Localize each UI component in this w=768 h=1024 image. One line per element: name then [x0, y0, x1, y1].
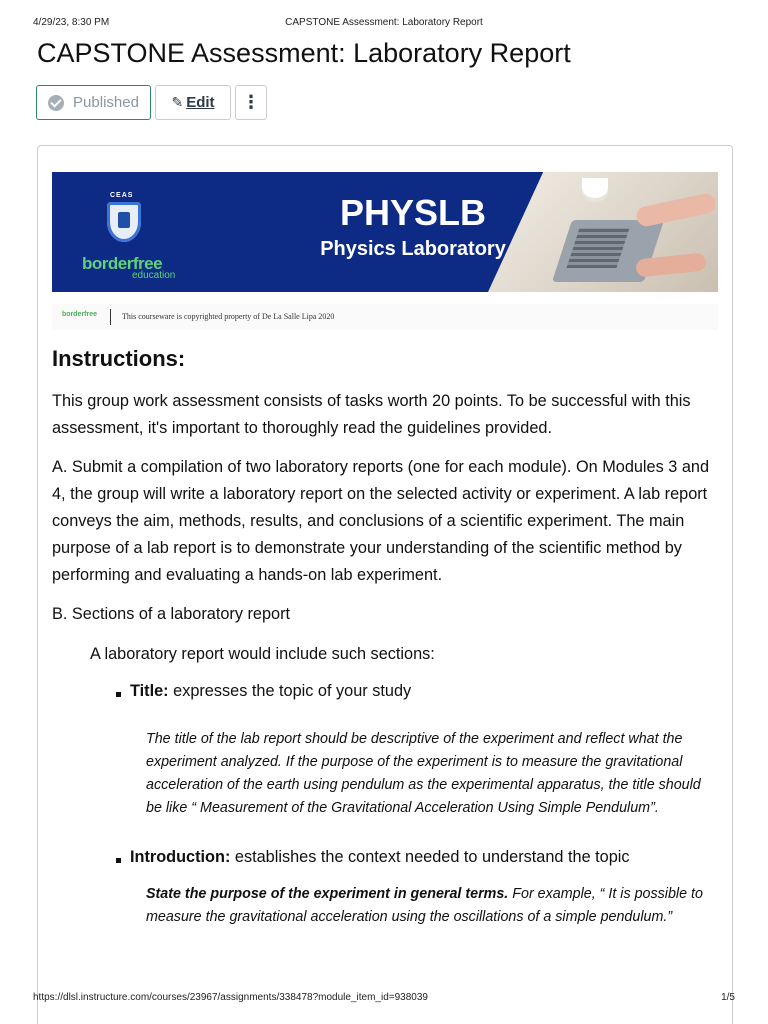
divider [110, 309, 111, 325]
shield-logo-icon [107, 202, 141, 242]
edit-label: Edit [186, 94, 215, 111]
published-check-icon [48, 95, 64, 111]
item-b-paragraph: B. Sections of a laboratory report [52, 605, 291, 623]
section-note [146, 728, 718, 820]
org-label: CEAS [110, 192, 134, 199]
section-desc: establishes the context needed to understand the topic [230, 848, 630, 866]
more-options-button[interactable] [235, 85, 267, 120]
section-note [146, 883, 718, 929]
section-note-bold: State the purpose of the experiment in general terms. [146, 886, 509, 902]
page-indicator: 1/5 [721, 992, 735, 1003]
item-a-paragraph: A. Submit a compilation of two laboratory reports (one for each module). On Modules 3 and 4, the group will write a laboratory report on the selected activity or experiment. A lab report conveys the aim, methods, results, and conclusions of a scientific experiment. The main purpose of a lab report is to demonstrate your understanding of the scientific method by performing and evaluating a hands-on lab experiment. [52, 458, 710, 584]
sections-intro: A laboratory report would include such sections: [90, 645, 435, 663]
mini-brand-logo: borderfree [62, 311, 98, 318]
print-datetime: 4/29/23, 8:30 PM [33, 17, 110, 28]
edit-button[interactable] [155, 85, 231, 120]
print-footer [33, 992, 735, 1006]
published-button[interactable] [36, 85, 151, 120]
course-name: Physics Laboratory [320, 238, 506, 260]
course-banner [52, 172, 718, 292]
brand-sub: education [132, 270, 176, 281]
instructions-heading: Instructions: [52, 346, 186, 371]
print-header [33, 17, 735, 31]
section-note-text: The title of the lab report should be descriptive of the experiment and reflect what the experiment analyzed. If the purpose of the experiment is to measure the gravitational acceleration of the earth using pendulum as the experimental apparatus, the title should be like “ Measurement of the Gravitational Acceleration Using Simple Pendulum”. [146, 731, 701, 816]
copyright-strip [52, 304, 718, 330]
brand-name: borderfree [82, 254, 163, 273]
list-item [130, 844, 720, 871]
page-title: CAPSTONE Assessment: Laboratory Report [37, 38, 571, 68]
section-note-text: For example, “ It is possible to measure the gravitational acceleration using the oscillations of a simple pendulum.” [146, 886, 703, 925]
coffee-cup-graphic [582, 178, 608, 198]
assignment-content [37, 145, 733, 1024]
pencil-icon: ✎ [171, 94, 184, 110]
intro-paragraph: This group work assessment consists of tasks worth 20 points. To be successful with this assessment, it's important to thoroughly read the guidelines provided. [52, 392, 691, 437]
vertical-ellipsis-icon: ⋮ [242, 92, 260, 112]
print-url: https://dlsl.instructure.com/courses/23967/assignments/338478?module_item_id=938039 [33, 992, 428, 1003]
course-code: PHYSLB [339, 192, 487, 233]
section-term: Introduction: [130, 848, 231, 866]
list-item [130, 678, 720, 705]
copyright-notice: This courseware is copyrighted property of De La Salle Lipa 2020 [122, 312, 335, 321]
section-desc: expresses the topic of your study [168, 682, 412, 700]
published-label: Published [73, 94, 139, 111]
print-doc-title: CAPSTONE Assessment: Laboratory Report [285, 17, 483, 28]
section-term: Title: [130, 682, 169, 700]
